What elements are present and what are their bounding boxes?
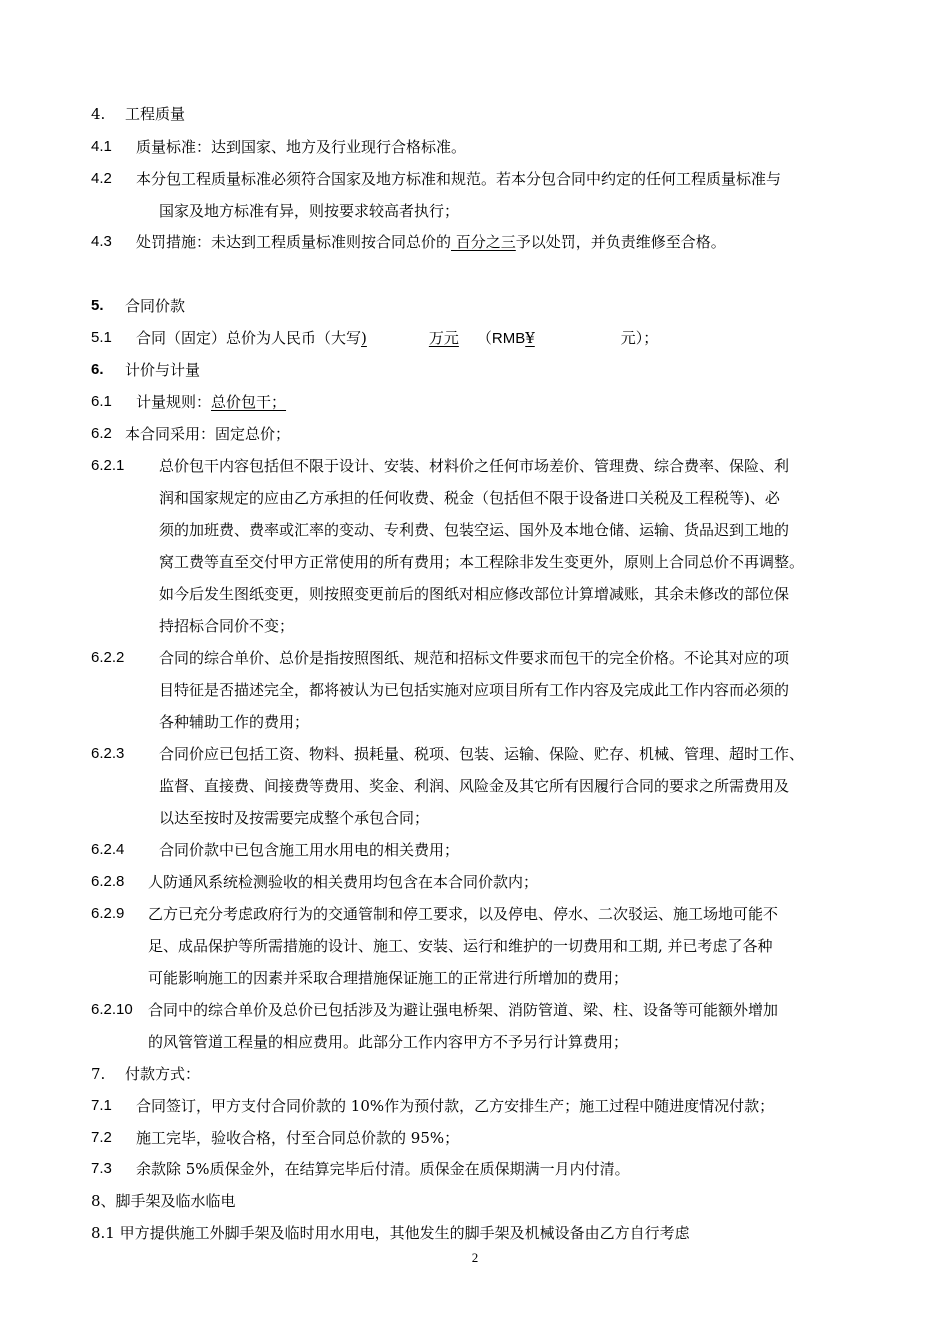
clause-number: 4.2 — [91, 170, 112, 187]
clause-number: 7.3 — [91, 1160, 112, 1177]
clause-text: 余款除 5%质保金外，在结算完毕后付清。质保金在质保期满一月内付清。 — [136, 1160, 630, 1178]
clause-text: 以达至按时及按需要完成整个承包合同； — [159, 809, 430, 827]
section-number: 6. — [91, 361, 104, 378]
clause-text: 本分包工程质量标准必须符合国家及地方标准和规范。若本分包合同中约定的任何工程质量标准与 — [136, 170, 782, 188]
clause-text: 总价包干内容包括但不限于设计、安装、材料价之任何市场差价、管理费、综合费率、保险、利 — [159, 457, 790, 475]
section-title: 工程质量 — [125, 105, 186, 123]
unit-wanyuan: 万元 — [428, 329, 459, 347]
clause-text: 可能影响施工的因素并采取合理措施保证施工的正常进行所增加的费用； — [148, 969, 629, 987]
clause-text: 合同中的综合单价及总价已包括涉及为避让强电桥架、消防管道、梁、柱、设备等可能额外增加 — [148, 1001, 779, 1019]
section-title: 8、脚手架及临水临电 — [91, 1192, 236, 1210]
clause-number: 6.2 — [91, 425, 112, 442]
contract-price-line — [136, 328, 658, 349]
amount-in-figures-field — [525, 329, 621, 347]
section-number: 4. — [91, 105, 106, 123]
clause-6-1-body — [136, 392, 286, 412]
penalty-rate: 百分之三 — [451, 233, 516, 251]
clause-text: 合同价应已包括工资、物料、损耗量、税项、包装、运输、保险、贮存、机械、管理、超时工作、 — [159, 745, 805, 763]
page-number: 2 — [471, 1250, 479, 1265]
clause-text: 润和国家规定的应由乙方承担的任何收费、税金（包括但不限于设备进口关税及工程税等)、必 — [159, 489, 780, 507]
clause-text: 的风管管道工程量的相应费用。此部分工作内容甲方不予另行计算费用； — [148, 1033, 629, 1051]
clause-text: 目特征是否描述完全，都将被认为已包括实施对应项目所有工作内容及完成此工作内容而必须的 — [159, 681, 790, 699]
clause-number: 6.2.9 — [91, 905, 125, 922]
clause-number: 4.3 — [91, 233, 112, 250]
clause-text: 持招标合同价不变； — [159, 617, 295, 635]
paren-close: ) — [361, 329, 367, 347]
clause-number: 6.2.8 — [91, 873, 125, 890]
clause-text: 如今后发生图纸变更，则按照变更前后的图纸对相应修改部位计算增减账，其余未修改的部位保 — [159, 585, 790, 603]
clause-text: 计量规则： — [136, 393, 212, 411]
section-title: 计价与计量 — [125, 361, 201, 379]
clause-text: 处罚措施：未达到工程质量标准则按合同总价的 — [136, 233, 452, 251]
clause-number: 5.1 — [91, 329, 112, 346]
clause-text: 合同价款中已包含施工用水用电的相关费用； — [159, 841, 460, 859]
clause-text: 合同签订，甲方支付合同价款的 10%作为预付款，乙方安排生产；施工过程中随进度情况付款； — [136, 1097, 775, 1115]
clause-text: 合同（固定）总价为人民币（大写 — [136, 329, 362, 347]
clause-text: 监督、直接费、间接费等费用、奖金、利润、风险金及其它所有因履行合同的要求之所需费用及 — [159, 777, 790, 795]
section-number: 7. — [91, 1065, 106, 1083]
clause-text: 乙方已充分考虑政府行为的交通管制和停工要求，以及停电、停水、二次驳运、施工场地可能不 — [148, 905, 779, 923]
clause-number: 6.2.3 — [91, 745, 125, 762]
clause-number: 6.1 — [91, 393, 112, 410]
clause-4-3-body — [136, 232, 726, 252]
clause-number: 6.2.2 — [91, 649, 125, 666]
clause-number: 6.2.1 — [91, 457, 125, 474]
section-title: 付款方式： — [125, 1065, 201, 1083]
clause-number: 7.2 — [91, 1129, 112, 1146]
clause-number: 4.1 — [91, 138, 112, 155]
clause-text: 须的加班费、费率或汇率的变动、专利费、包装空运、国外及本地仓储、运输、货品迟到工地的 — [159, 521, 790, 539]
clause-text: 合同的综合单价、总价是指按照图纸、规范和招标文件要求而包干的完全价格。不论其对应的项 — [159, 649, 790, 667]
clause-text: 国家及地方标准有异，则按要求较高者执行； — [159, 202, 460, 220]
amount-in-words-field — [361, 329, 469, 347]
clause-text: 施工完毕，验收合格，付至合同总价款的 95%； — [136, 1129, 460, 1147]
clause-text: 足、成品保护等所需措施的设计、施工、安装、运行和维护的一切费用和工期, 并已考虑了各种 — [148, 937, 773, 955]
yen-symbol: ¥ — [525, 329, 535, 347]
currency-code: （RMB — [476, 330, 526, 347]
clause-number: 6.2.10 — [91, 1001, 133, 1018]
clause-text: 予以处罚，并负责维修至合格。 — [515, 233, 726, 251]
section-number: 5. — [91, 297, 104, 314]
section-title: 合同价款 — [125, 297, 186, 315]
clause-text: 本合同采用：固定总价； — [125, 425, 291, 443]
clause-number: 7.1 — [91, 1097, 112, 1114]
clause-text: 人防通风系统检测验收的相关费用均包含在本合同价款内； — [148, 873, 539, 891]
clause-text: 元）； — [620, 329, 659, 347]
pricing-rule: 总价包干； — [211, 393, 287, 411]
clause-text: 质量标准：达到国家、地方及行业现行合格标准。 — [136, 138, 467, 156]
clause-text: 8.1 甲方提供施工外脚手架及临时用水用电，其他发生的脚手架及机械设备由乙方自行考虑 — [91, 1224, 690, 1242]
clause-text: 窝工费等直至交付甲方正常使用的所有费用；本工程除非发生变更外，原则上合同总价不再调整。 — [159, 553, 805, 571]
clause-number: 6.2.4 — [91, 841, 125, 858]
clause-text: 各种辅助工作的费用； — [159, 713, 310, 731]
